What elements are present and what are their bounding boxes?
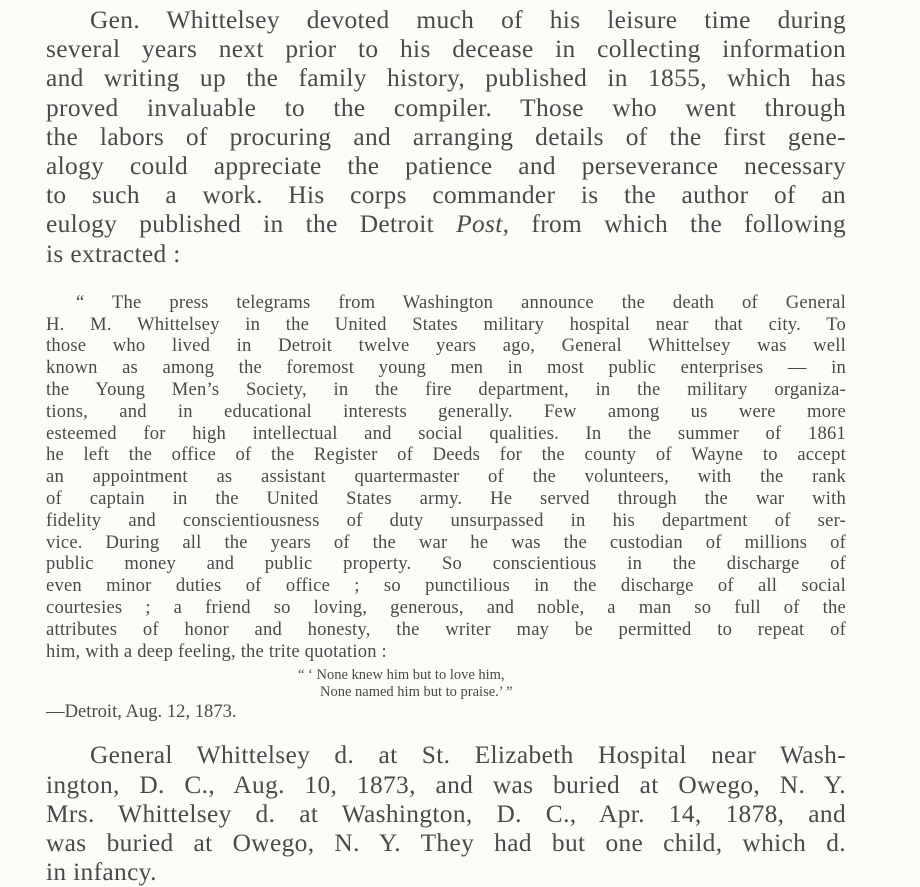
quote-line: esteemed for high intellectual and social qualities. In the summer of 1861 <box>46 422 846 444</box>
paragraph-line: and writing up the family history, published in 1855, which has <box>46 64 846 93</box>
paragraph-line: was buried at Owego, N. Y. They had but one child, which d. <box>46 828 846 857</box>
paragraph-line: is extracted : <box>46 239 181 268</box>
quote-line: known as among the foremost young men in most public enterprises — in <box>46 357 846 379</box>
paragraph-line: to such a work. His corps commander is the author of an <box>46 181 846 210</box>
quote-line: those who lived in Detroit twelve years ago, General Whittelsey was well <box>46 335 846 357</box>
paragraph-line: the labors of procuring and arranging details of the first gene- <box>46 122 846 151</box>
dateline-signoff: —Detroit, Aug. 12, 1873. <box>46 701 237 723</box>
quote-line: fidelity and conscientiousness of duty unsurpassed in his department of ser- <box>46 509 846 531</box>
quote-line: courtesies ; a friend so loving, generous, and noble, a man so full of the <box>46 596 846 618</box>
quote-line: him, with a deep feeling, the trite quotation : <box>46 640 387 662</box>
paragraph-death-record <box>46 741 846 887</box>
quote-line: even minor duties of office ; so punctilious in the discharge of all social <box>46 575 846 597</box>
quote-line: “ The press telegrams from Washington announce the death of General <box>76 291 846 313</box>
quote-line: H. M. Whittelsey in the United States military hospital near that city. To <box>46 313 846 335</box>
paragraph-line: General Whittelsey d. at St. Elizabeth Hospital near Wash- <box>90 741 846 770</box>
paragraph-line: alogy could appreciate the patience and perseverance necessary <box>46 152 846 181</box>
quote-line: an appointment as assistant quartermaster of the volunteers, with the rank <box>46 466 846 488</box>
poem-quotation <box>46 667 846 701</box>
quote-line: of captain in the United States army. He served through the war with <box>46 488 846 509</box>
quoted-eulogy <box>46 292 846 663</box>
poem-line: None named him but to praise.’ ” <box>320 684 513 701</box>
quote-line: he left the office of the Register of Deeds for the county of Wayne to accept <box>46 444 846 466</box>
quote-line: the Young Men’s Society, in the fire department, in the military organiza- <box>46 379 846 401</box>
quote-line: vice. During all the years of the war he was the custodian of millions of <box>46 531 846 553</box>
line-text: eulogy published in the Detroit <box>46 210 435 239</box>
paragraph-line: ington, D. C., Aug. 10, 1873, and was buried at Owego, N. Y. <box>46 770 846 799</box>
line-text: from which the following <box>531 210 846 239</box>
quote-line: public money and public property. So conscientious in the discharge of <box>46 553 846 575</box>
paragraph-line: proved invaluable to the compiler. Those who went through <box>46 93 846 122</box>
paragraph-line-with-italic <box>46 210 846 239</box>
poem-line: “ ‘ None knew him but to love him, <box>298 667 505 684</box>
italic-newspaper-name: Post, <box>456 210 510 239</box>
page-text <box>46 6 846 887</box>
paragraph-line: Gen. Whittelsey devoted much of his leisure time during <box>90 6 846 34</box>
quote-line: tions, and in educational interests generally. Few among us were more <box>46 400 846 422</box>
quote-line: attributes of honor and honesty, the writer may be permitted to repeat of <box>46 618 846 640</box>
paragraph-line: in infancy. <box>46 858 157 887</box>
paragraph-gen-whittelsey-history <box>46 6 846 269</box>
paragraph-line: Mrs. Whittelsey d. at Washington, D. C., Apr. 14, 1878, and <box>46 799 846 828</box>
paragraph-line: several years next prior to his decease in collecting information <box>46 35 846 64</box>
